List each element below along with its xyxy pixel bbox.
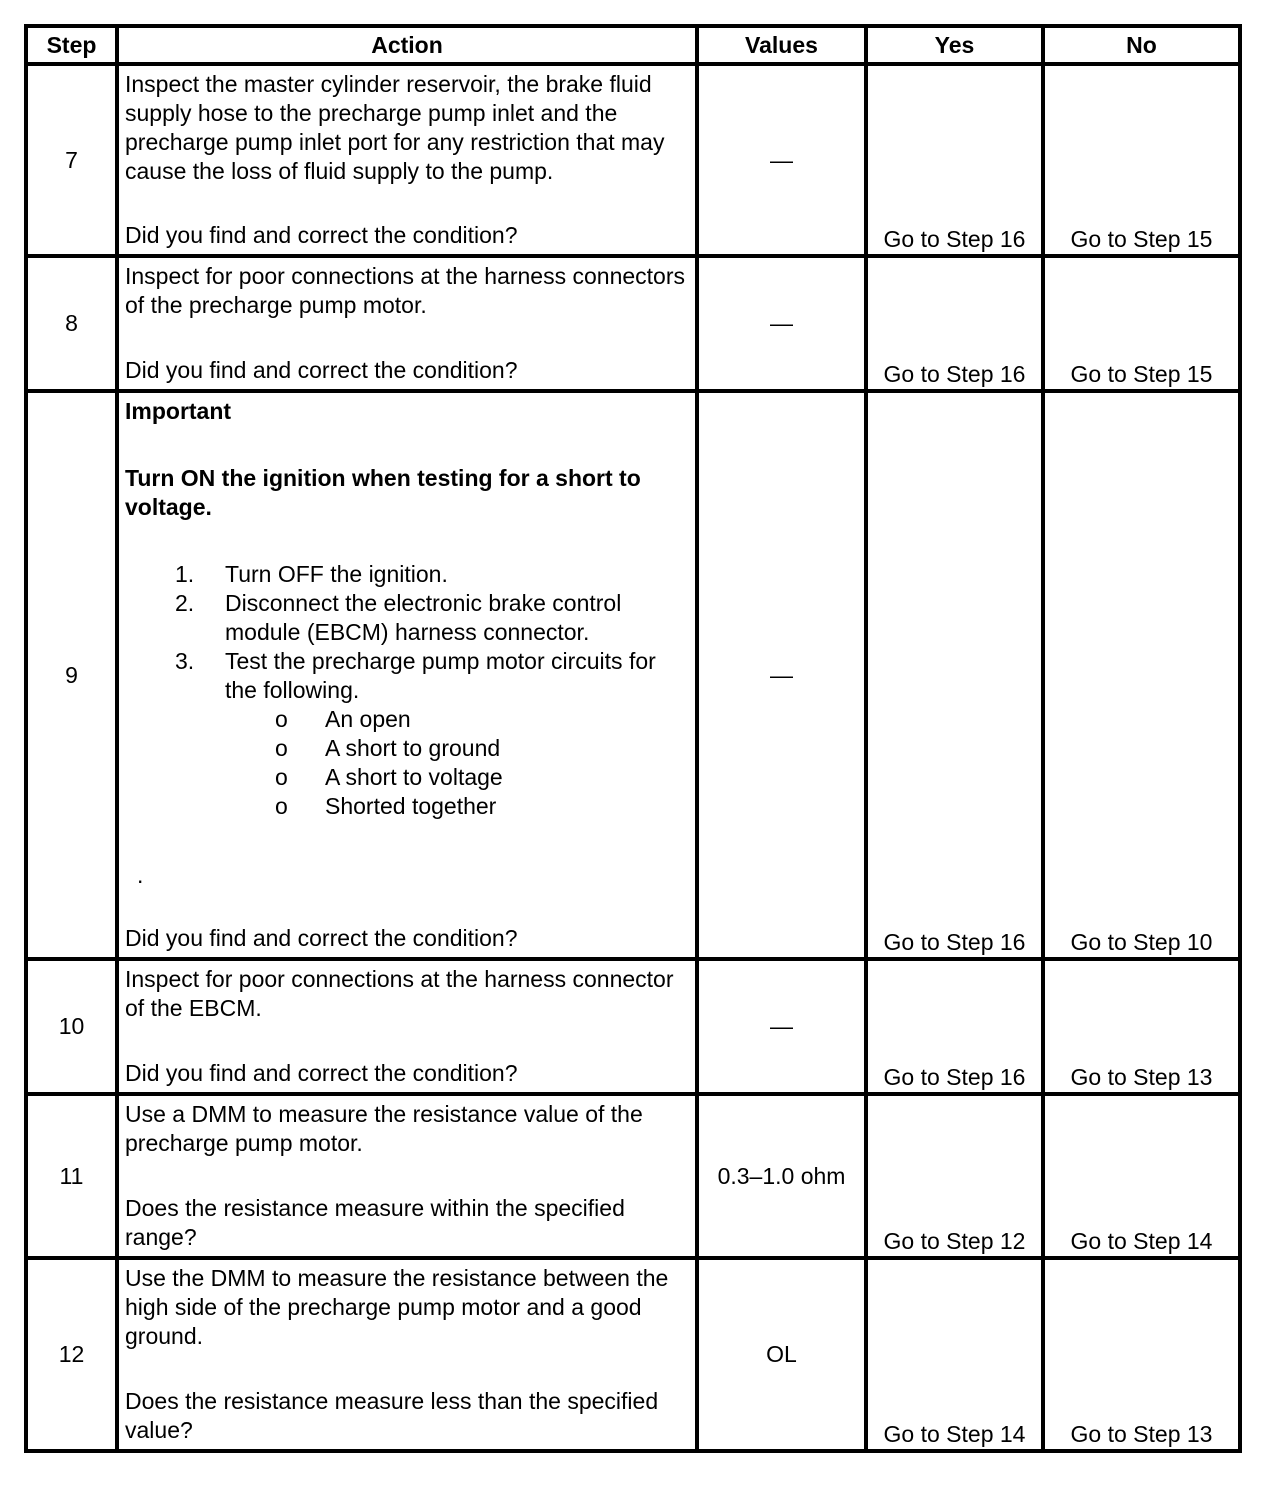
table-row [26,256,1240,391]
sub-list-item: o A short to ground [275,735,501,761]
list-item: 1. Turn OFF the ignition. [175,561,448,587]
action-text: Use a DMM to measure the resistance value of the precharge pump motor. [125,1101,643,1156]
header-action: Action [117,26,697,64]
question-text: Did you find and correct the condition? [125,222,518,248]
sub-list-item: o An open [275,706,411,732]
action-cell [117,1094,697,1258]
action-text: Use the DMM to measure the resistance between the high side of the precharge pump motor and a good ground. [125,1265,669,1349]
value-cell: — [697,64,866,256]
table-row [26,1094,1240,1258]
action-text: Inspect for poor connections at the harness connectors of the precharge pump motor. [125,263,685,318]
step-number: 10 [26,959,117,1094]
sub-list [225,705,689,821]
question-text: Did you find and correct the condition? [125,357,518,383]
question-text: Does the resistance measure within the specified range? [125,1195,625,1250]
no-result: Go to Step 13 [1043,959,1240,1094]
no-result: Go to Step 13 [1043,1258,1240,1451]
stray-mark: . [137,862,144,888]
yes-result: Go to Step 16 [866,256,1043,391]
yes-result: Go to Step 14 [866,1258,1043,1451]
header-step: Step [26,26,117,64]
header-no: No [1043,26,1240,64]
list-item: 2. Disconnect the electronic brake control module (EBCM) harness connector. [175,590,622,645]
action-cell [117,959,697,1094]
list-item: 3. Test the precharge pump motor circuits for the following. o An open o A short to ground o A short to voltage o Shorted together [125,647,689,821]
step-number: 7 [26,64,117,256]
header-values: Values [697,26,866,64]
action-cell [117,391,697,959]
table-row [26,1258,1240,1451]
step-number: 9 [26,391,117,959]
table-row [26,959,1240,1094]
yes-result: Go to Step 16 [866,64,1043,256]
diagnostic-table [24,24,1242,1453]
action-cell [117,64,697,256]
table-row [26,64,1240,256]
step-number: 11 [26,1094,117,1258]
table-row [26,391,1240,959]
action-cell [117,256,697,391]
sub-list-item: o Shorted together [275,793,497,819]
step-number: 8 [26,256,117,391]
no-result: Go to Step 14 [1043,1094,1240,1258]
question-text: Did you find and correct the condition? [125,925,518,951]
important-title: Important [125,398,232,424]
value-cell: 0.3–1.0 ohm [697,1094,866,1258]
step-number: 12 [26,1258,117,1451]
question-text: Does the resistance measure less than the specified value? [125,1388,659,1443]
yes-result: Go to Step 16 [866,391,1043,959]
yes-result: Go to Step 12 [866,1094,1043,1258]
yes-result: Go to Step 16 [866,959,1043,1094]
no-result: Go to Step 10 [1043,391,1240,959]
value-cell: — [697,959,866,1094]
header-row [26,26,1240,64]
important-text: Turn ON the ignition when testing for a short to voltage. [125,465,641,520]
header-yes: Yes [866,26,1043,64]
question-text: Did you find and correct the condition? [125,1060,518,1086]
action-text: Inspect the master cylinder reservoir, the brake fluid supply hose to the precharge pump inlet and the precharge pump inlet port for any restriction that may cause the loss of fluid supply to the pump. [125,71,665,184]
value-cell: — [697,256,866,391]
procedure-list [125,560,689,821]
no-result: Go to Step 15 [1043,64,1240,256]
action-text: Inspect for poor connections at the harness connector of the EBCM. [125,966,674,1021]
no-result: Go to Step 15 [1043,256,1240,391]
action-cell [117,1258,697,1451]
sub-list-item: o A short to voltage [275,764,503,790]
value-cell: — [697,391,866,959]
value-cell: OL [697,1258,866,1451]
